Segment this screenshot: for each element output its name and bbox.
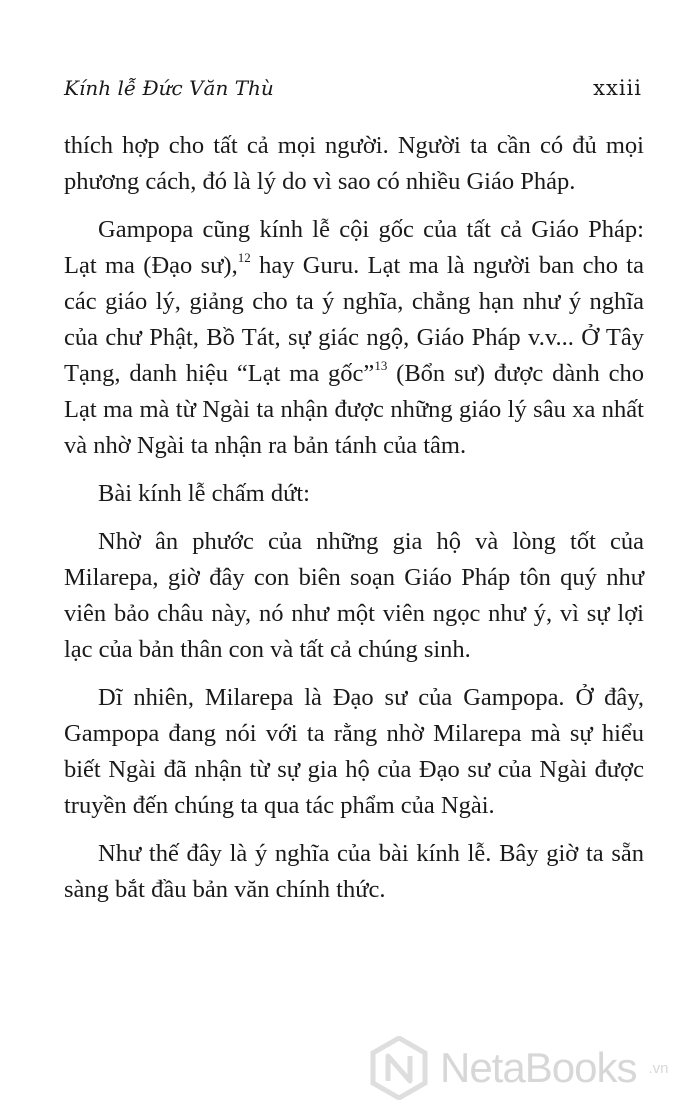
paragraph-4: Nhờ ân phước của những gia hộ và lòng tốt của Milarepa, giờ đây con biên soạn Giáo Pháp tôn quý như viên bảo châu này, nó như một viên ngọc như ý, vì sự lợi lạc của bản thân con và tất cả chúng sinh. (64, 528, 644, 663)
paragraph-1: thích hợp cho tất cả mọi người. Người ta cần có đủ mọi phương cách, đó là lý do vì sao có nhiều Giáo Pháp. (64, 132, 644, 195)
paragraph-2-part-a: Gampopa cũng kính lễ cội gốc của tất cả Giáo Pháp: Lạt ma (Đạo sư), (64, 216, 644, 279)
page-number: xxiii (593, 76, 642, 100)
paragraph-3: Bài kính lễ chấm dứt: (98, 480, 310, 507)
body-text (64, 128, 644, 920)
watermark-brand: NetaBooks (440, 1044, 637, 1091)
footnote-ref-13: 13 (374, 357, 388, 373)
paragraph-6: Như thế đây là ý nghĩa của bài kính lễ. Bây giờ ta sẵn sàng bắt đầu bản văn chính thức. (64, 840, 644, 903)
footnote-ref-12: 12 (237, 249, 251, 265)
paragraph-2 (64, 212, 644, 464)
watermark-domain: .vn (648, 1059, 669, 1077)
paragraph-5: Dĩ nhiên, Milarepa là Đạo sư của Gampopa. Ở đây, Gampopa đang nói với ta rằng nhờ Milarepa mà sự hiểu biết Ngài đã nhận từ sự gia hộ của Đạo sư của Ngài được truyền đến chúng ta qua tác phẩm của Ngài. (64, 684, 644, 819)
netabooks-logo-icon (370, 1036, 428, 1100)
watermark (370, 1036, 668, 1100)
paragraph-2-part-c: (Bổn sư) được dành cho Lạt ma mà từ Ngài ta nhận được những giáo lý sâu xa nhất và nhờ Ngài ta nhận ra bản tánh của tâm. (64, 360, 644, 459)
page-header (64, 76, 642, 108)
running-title: Kính lễ Đức Văn Thù (64, 76, 274, 100)
paragraph-2-part-b: hay Guru. Lạt ma là người ban cho ta các giáo lý, giảng cho ta ý nghĩa, chẳng hạn như ý nghĩa của chư Phật, Bồ Tát, sự giác ngộ, Giáo Pháp v.v... Ở Tây Tạng, danh hiệu “Lạt ma gốc” (64, 252, 644, 387)
